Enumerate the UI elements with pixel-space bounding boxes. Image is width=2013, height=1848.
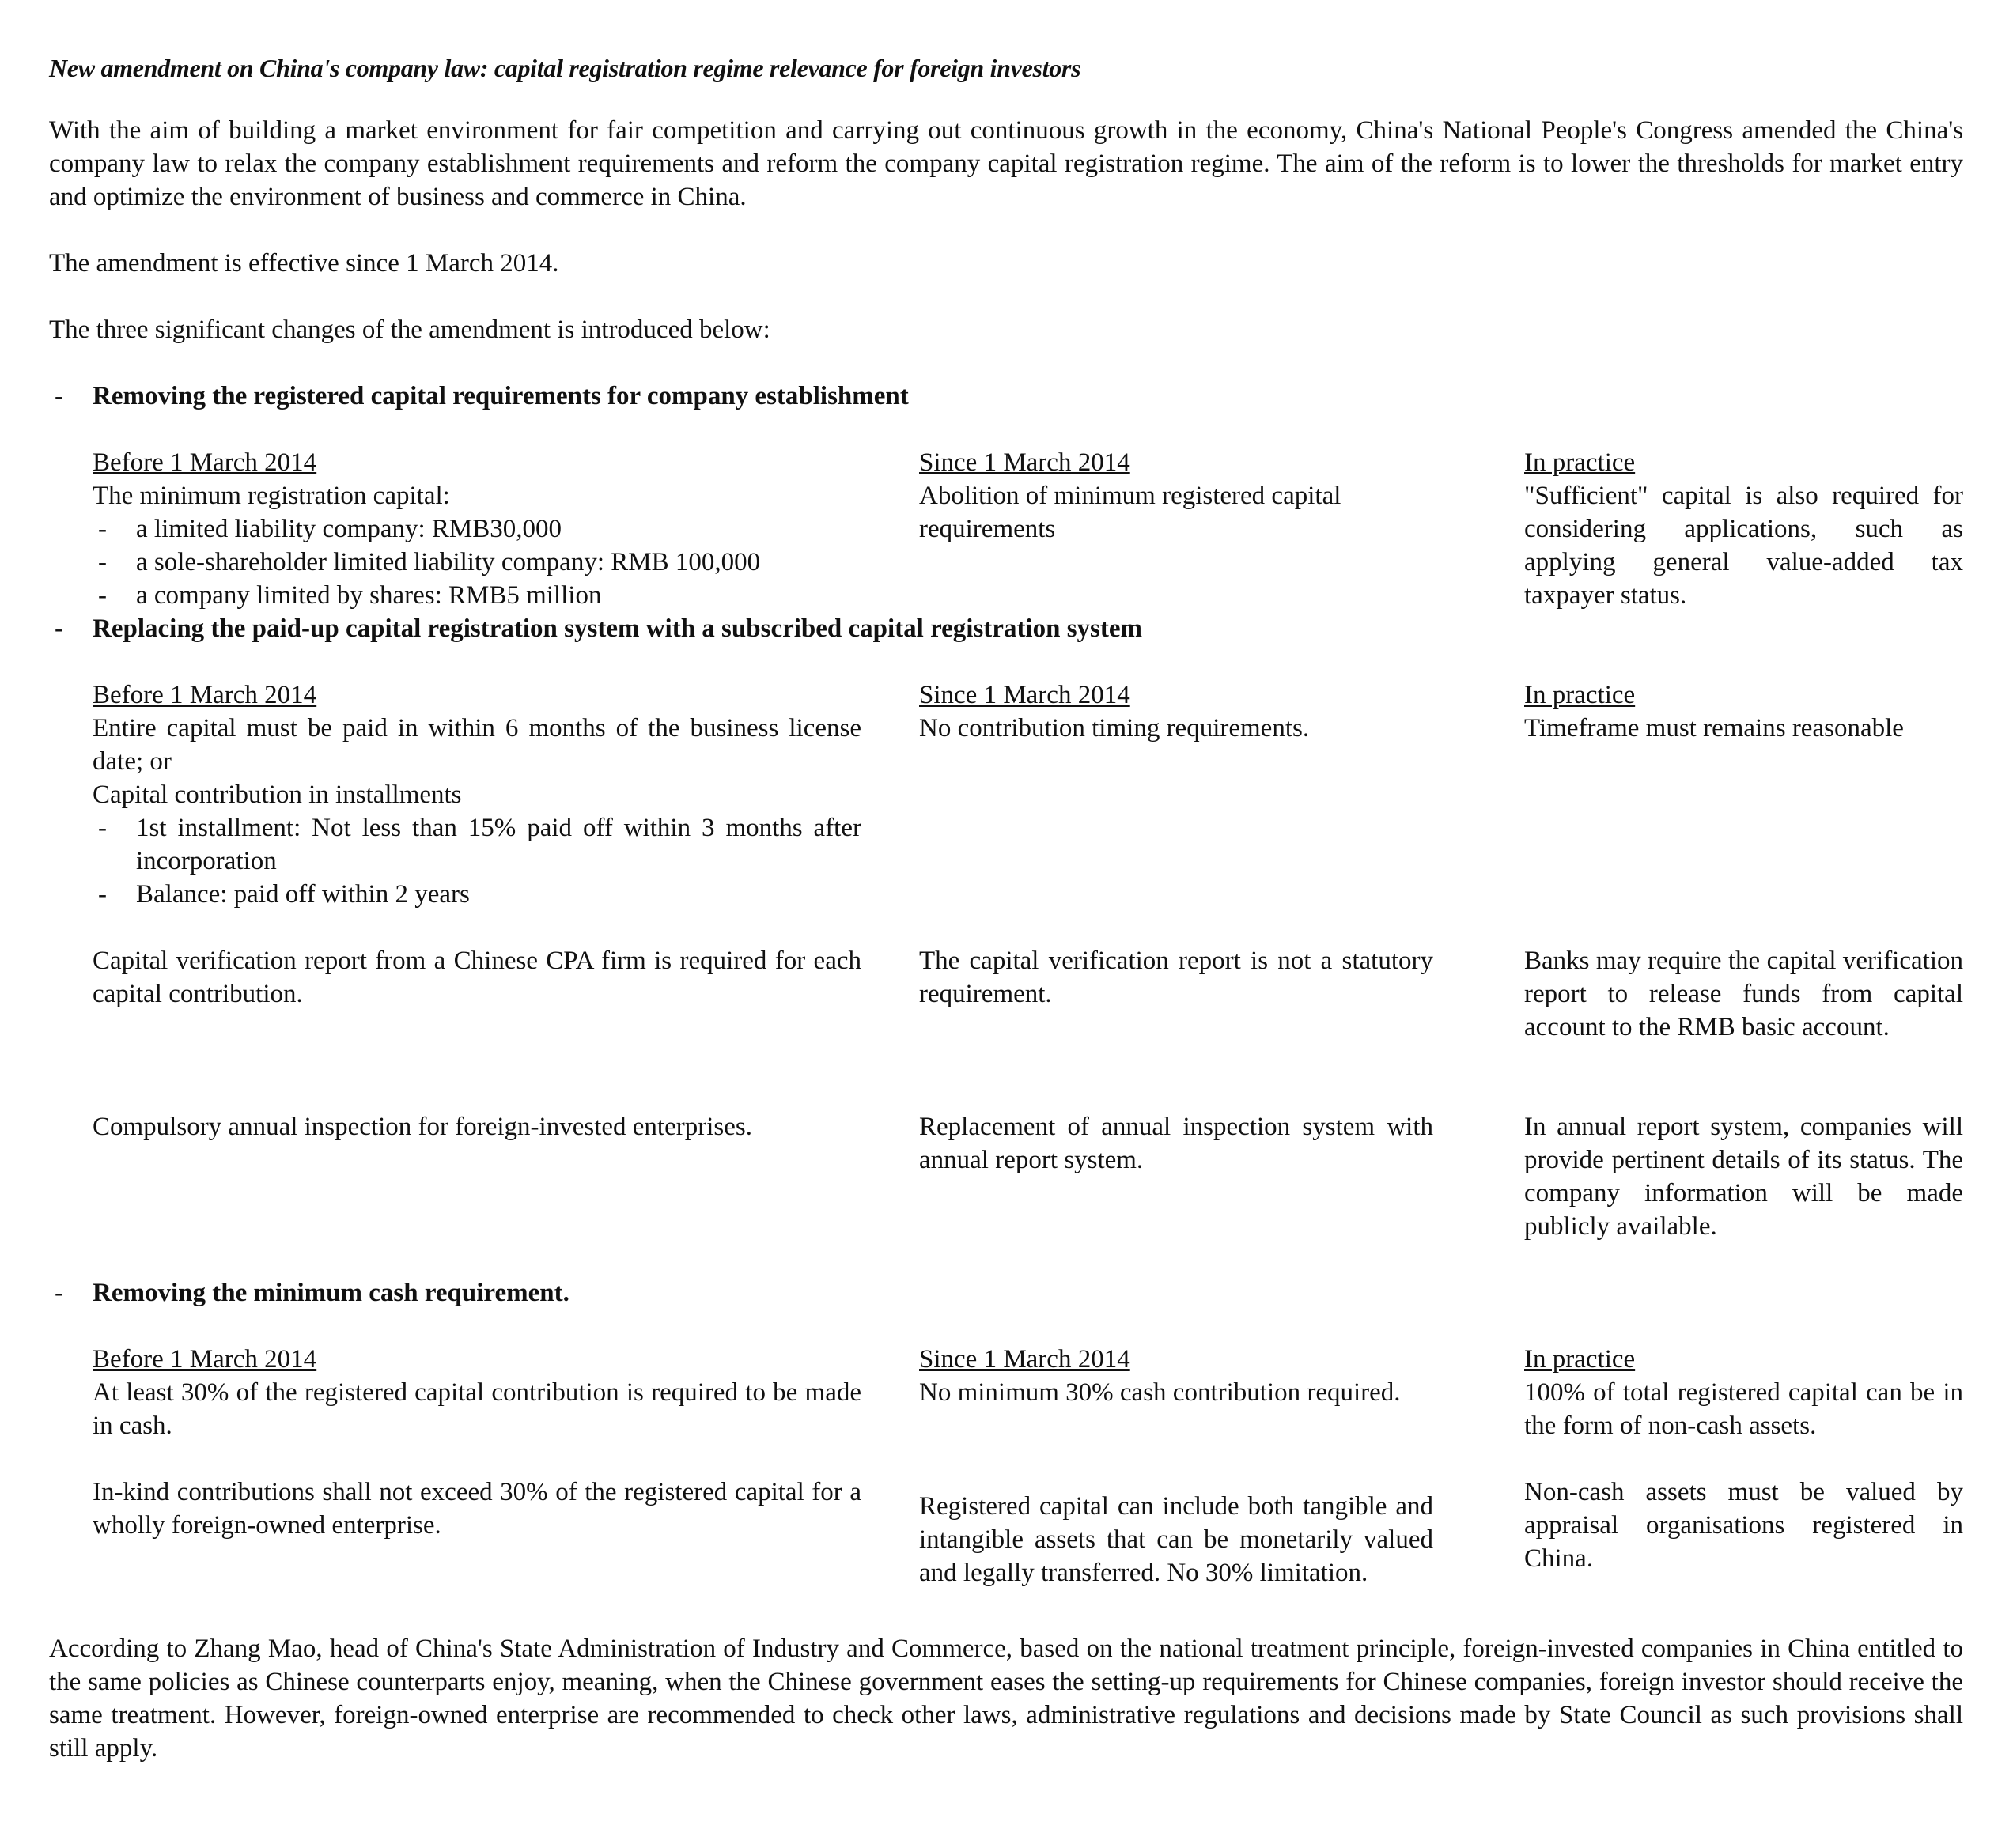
section-3-practice-column [1524,1343,1963,1442]
practice-text: 100% of total registered capital can be in the form of non-cash assets. [1524,1378,1963,1440]
before-text-installments: Capital contribution in installments [93,780,462,809]
section-1-row [93,446,1963,612]
since-text: Replacement of annual inspection system with annual report system. [919,1113,1433,1174]
list-item-text: Balance: paid off within 2 years [136,880,470,909]
section-3-since-column [919,1343,1433,1409]
bullet-dash: - [98,548,107,576]
before-text: In-kind contributions shall not exceed 30% of the registered capital for a wholly foreign-owned enterprise. [93,1478,861,1540]
section-3-dash: - [55,1279,63,1307]
section-2-practice-column [1524,678,1963,745]
list-item [93,579,861,612]
section-1-before-column [93,446,861,612]
since-text: Registered capital can include both tangible and intangible assets that can be monetarily valued and legally transferred. No 30% limitation. [919,1492,1433,1587]
section-2-heading [49,612,1963,645]
before-text: Capital verification report from a Chinese CPA firm is required for each capital contribution. [93,947,861,1008]
bullet-dash: - [98,515,107,543]
section-3-heading-text: Removing the minimum cash requirement. [93,1279,569,1307]
section-1-heading-text: Removing the registered capital requirements for company establishment [93,382,909,410]
section-1-dash: - [55,382,63,410]
section-1-practice-column [1524,446,1963,612]
bullet-dash: - [98,581,107,610]
document-title: New amendment on China's company law: capital registration regime relevance for foreign investors [49,54,1081,82]
changes-lead-paragraph: The three significant changes of the amendment is introduced below: [49,316,770,344]
before-text: At least 30% of the registered capital contribution is required to be made in cash. [93,1378,861,1440]
practice-text: Non-cash assets must be valued by appraisal organisations registered in China. [1524,1478,1963,1573]
section-3-before-column [93,1343,861,1442]
section-1-since-column [919,446,1433,546]
list-item-text: 1st installment: Not less than 15% paid off within 3 months after incorporation [136,814,861,875]
practice-text: Timeframe must remains reasonable [1524,714,1904,743]
section-2-row-3 [93,1110,1963,1276]
before-header: Before 1 March 2014 [93,1345,317,1374]
bullet-dash: - [98,814,107,842]
section-2-since-column [919,678,1433,745]
section-3-row-2 [93,1476,1963,1632]
since-text: No contribution timing requirements. [919,714,1310,743]
practice-text: Banks may require the capital verification report to release funds from capital account to the RMB basic account. [1524,947,1963,1041]
section-2-before-column [93,678,861,911]
effective-date-paragraph: The amendment is effective since 1 March 2014. [49,249,559,278]
list-item [93,546,861,579]
before-intro: The minimum registration capital: [93,482,450,510]
since-text: The capital verification report is not a statutory requirement. [919,947,1433,1008]
bullet-dash: - [98,880,107,909]
section-2-row-2 [93,944,1963,1110]
list-item [93,811,861,878]
practice-text: "Sufficient" capital is also required for considering applications, such as applying general value-added tax taxpayer status. [1524,482,1963,610]
before-header: Before 1 March 2014 [93,448,317,477]
section-2-heading-text: Replacing the paid-up capital registration system with a subscribed capital registration system [93,614,1143,643]
list-item-text: a company limited by shares: RMB5 million [136,581,602,610]
since-header: Since 1 March 2014 [919,681,1130,709]
intro-paragraph: With the aim of building a market environment for fair competition and carrying out continuous growth in the economy, China's National People's Congress amended the China's company law to relax the company establishment requirements and reform the company capital registration regime. The aim of the reform is to lower the thresholds for market entry and optimize the environment of business and commerce in China. [49,116,1963,211]
list-item-text: a sole-shareholder limited liability company: RMB 100,000 [136,548,761,576]
document-page [49,52,1963,1765]
practice-header: In practice [1524,1345,1636,1374]
section-1-heading [49,380,1963,413]
since-header: Since 1 March 2014 [919,448,1130,477]
list-item [93,878,861,911]
list-item-text: a limited liability company: RMB30,000 [136,515,562,543]
section-3-row-1 [93,1343,1963,1476]
since-text: Abolition of minimum registered capital requirements [919,482,1341,543]
since-text: No minimum 30% cash contribution required. [919,1378,1401,1407]
since-header: Since 1 March 2014 [919,1345,1130,1374]
practice-header: In practice [1524,448,1636,477]
conclusion-paragraph: According to Zhang Mao, head of China's State Administration of Industry and Commerce, based on the national treatment principle, foreign-invested companies in China entitled to the same policies as Chinese counterparts enjoy, meaning, when the Chinese government eases the setting-up requirements for Chinese companies, foreign investor should receive the same treatment. However, foreign-owned enterprise are recommended to check other laws, administrative regulations and decisions made by State Council as such provisions shall still apply. [49,1634,1963,1763]
before-text: Entire capital must be paid in within 6 months of the business license date; or [93,714,861,776]
before-text: Compulsory annual inspection for foreign-invested enterprises. [93,1113,752,1141]
practice-text: In annual report system, companies will provide pertinent details of its status. The company information will be made publicly available. [1524,1113,1963,1241]
section-3-heading [49,1276,1963,1309]
before-header: Before 1 March 2014 [93,681,317,709]
section-2-dash: - [55,614,63,643]
list-item [93,512,861,546]
practice-header: In practice [1524,681,1636,709]
section-2-row-1 [93,678,1963,944]
